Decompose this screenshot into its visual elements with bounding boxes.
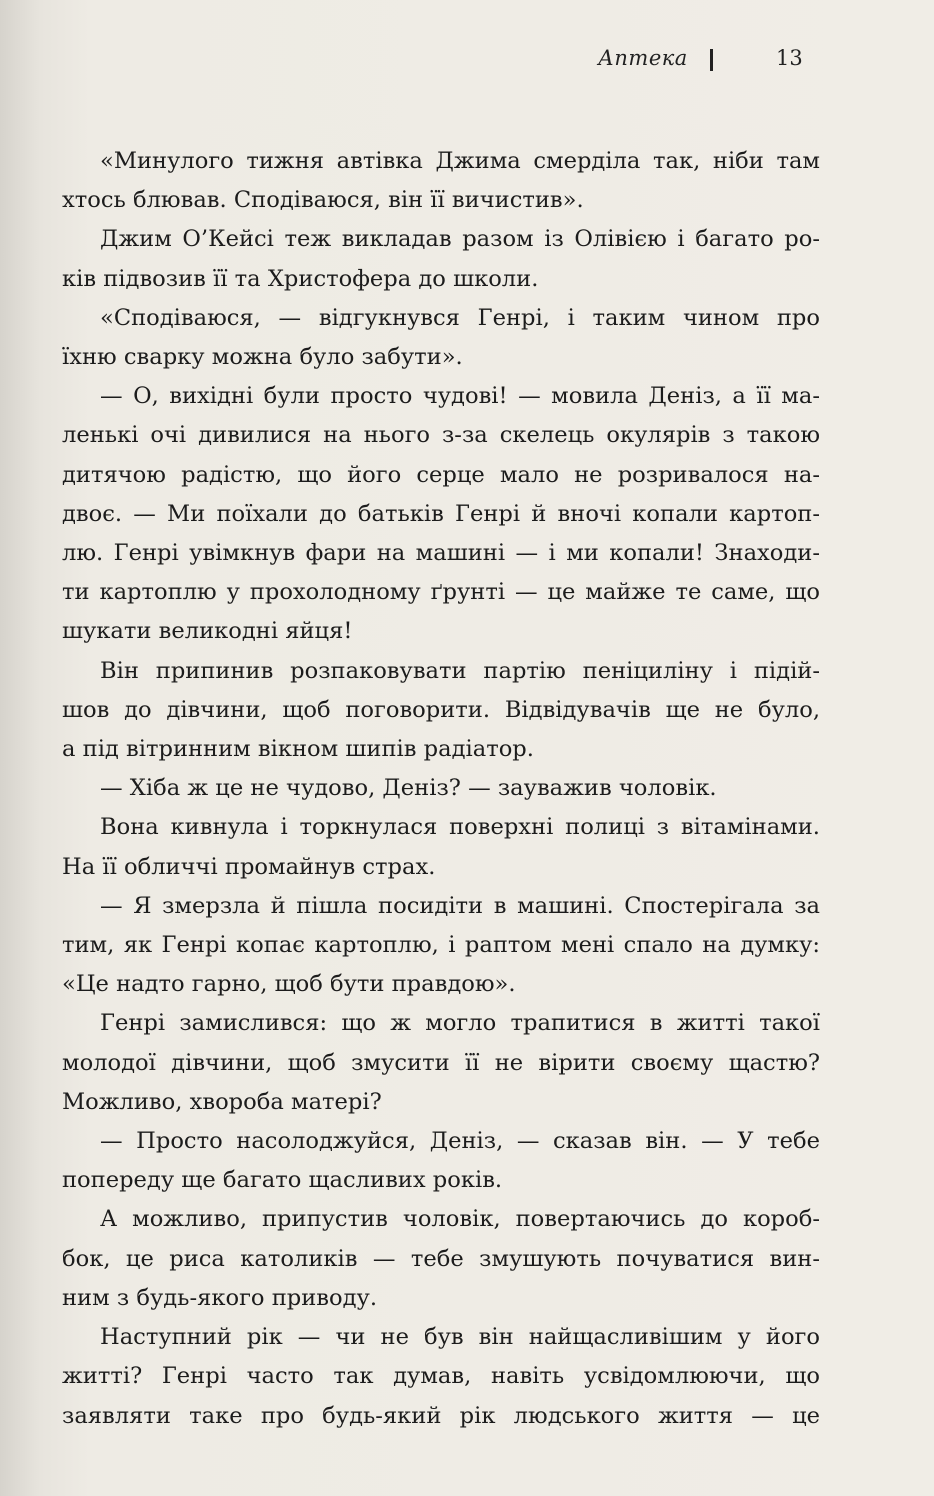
text-line: Можливо, хвороба матері? (62, 1088, 382, 1115)
text-line: шукати великодні яйця! (62, 618, 353, 645)
text-line: «Це надто гарно, щоб бути правдою». (62, 971, 516, 998)
paragraph (62, 1318, 820, 1436)
text-line: двоє. — Ми поїхали до батьків Генрі й вночі копали картоп- (62, 500, 820, 527)
text-line: — Просто насолоджуйся, Деніз, — сказав він. — У тебе (100, 1128, 820, 1155)
paragraph (62, 1200, 820, 1318)
text-line: «Минулого тижня автівка Джима смерділа так, ніби там (100, 148, 820, 174)
text-line: ти картоплю у прохолодному ґрунті — це майже те саме, що (62, 579, 820, 606)
text-line: «Сподіваюся, — відгукнувся Генрі, і таким чином про (100, 304, 820, 331)
text-line: попереду ще багато щасливих років. (62, 1167, 503, 1194)
text-line: Джим О’Кейсі теж викладав разом із Олівією і багато ро- (100, 226, 820, 253)
paragraph (62, 1122, 820, 1200)
text-line: — О, вихідні були просто чудові! — мовила Деніз, а її ма- (100, 383, 820, 410)
text-line: Наступний рік — чи не був він найщасливішим у його (100, 1324, 820, 1351)
text-line: шов до дівчини, щоб поговорити. Відвідувачів ще не було, (62, 696, 820, 723)
paragraph (62, 887, 820, 1005)
paragraph (62, 220, 820, 298)
running-header (0, 46, 934, 78)
text-line: ків підвозив її та Христофера до школи. (62, 265, 539, 292)
paragraph (62, 299, 820, 377)
header-divider (710, 49, 713, 71)
text-line: тим, як Генрі копає картоплю, і раптом мені спало на думку: (62, 932, 820, 959)
paragraph (62, 377, 820, 651)
text-line: ним з будь-якого приводу. (62, 1284, 378, 1311)
body-text (62, 142, 820, 1436)
text-line: дитячою радістю, що його серце мало не розривалося на- (62, 461, 820, 488)
text-line: бок, це риса католиків — тебе змушують почуватися вин- (62, 1245, 820, 1272)
text-line: а під вітринним вікном шипів радіатор. (62, 736, 534, 763)
text-line: А можливо, припустив чоловік, повертаючись до короб- (100, 1206, 820, 1233)
text-line: Він припинив розпаковувати партію пеніциліну і підій- (100, 657, 820, 684)
paragraph (62, 142, 820, 220)
paragraph (62, 1004, 820, 1122)
text-line: — Хіба ж це не чудово, Деніз? — зауважив чоловік. (100, 775, 717, 802)
text-line: — Я змерзла й пішла посидіти в машині. Спостерігала за (100, 892, 820, 919)
running-title: Аптека (598, 46, 688, 70)
paragraph (62, 769, 820, 808)
text-line: Вона кивнула і торкнулася поверхні полиці з вітамінами. (100, 814, 820, 841)
text-line: молодої дівчини, щоб змусити її не вірити своєму щастю? (62, 1049, 820, 1076)
paragraph (62, 652, 820, 770)
text-line: житті? Генрі часто так думав, навіть усвідомлюючи, що (62, 1363, 820, 1390)
text-line: ленькі очі дивилися на нього з-за скелець окулярів з такою (62, 422, 820, 449)
page-number: 13 (776, 46, 803, 70)
paragraph (62, 808, 820, 886)
text-line: їхню сварку можна було забути». (62, 344, 463, 371)
text-line: На її обличчі промайнув страх. (62, 853, 436, 880)
text-line: хтось блював. Сподіваюся, він її вичистив». (62, 187, 584, 214)
text-line: Генрі замислився: що ж могло трапитися в житті такої (100, 1010, 820, 1037)
text-line: лю. Генрі увімкнув фари на машині — і ми копали! Знаходи- (62, 540, 820, 567)
text-line: заявляти таке про будь-який рік людського життя — це (62, 1402, 820, 1429)
